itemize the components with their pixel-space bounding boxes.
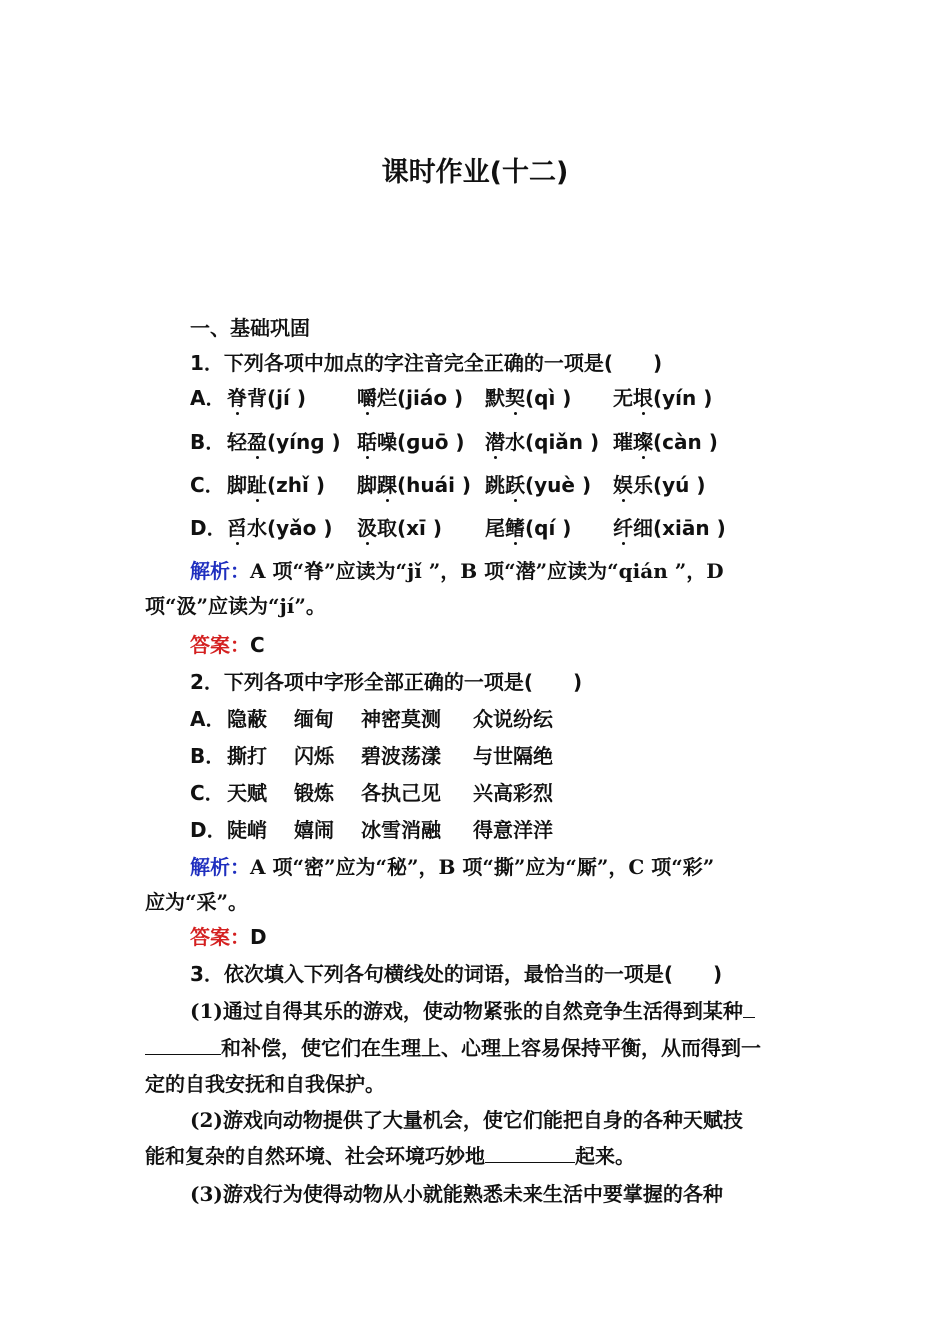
sentence-text: (1)通过自得其乐的游戏，使动物紧张的自然竞争生活得到某种 (190, 999, 743, 1023)
dotted-character: 跃 (505, 473, 525, 497)
option-label: D． (190, 516, 227, 540)
dotted-character: 契 (505, 386, 525, 410)
option-label: B． (190, 430, 226, 454)
dotted-character: 璨 (633, 430, 653, 454)
word-suffix: 乐(yú ) (633, 473, 706, 497)
word-prefix: 无 (613, 386, 633, 410)
word-suffix: (huái ) (397, 473, 472, 497)
dotted-character: 踝 (377, 473, 397, 497)
dotted-character: 聒 (357, 430, 377, 454)
option-label: B． (190, 744, 226, 768)
sentence-text: 能和复杂的自然环境、社会环境巧妙地 (145, 1144, 485, 1168)
option-word (485, 384, 571, 412)
word-suffix: 背(jí ) (247, 386, 306, 410)
dotted-character: 脊 (227, 386, 247, 410)
word-suffix: (yuè ) (525, 473, 592, 497)
word-suffix: (zhǐ ) (267, 473, 325, 497)
answer-value: C (250, 633, 265, 657)
word-prefix: 跳 (485, 473, 505, 497)
word-prefix: 脚 (227, 473, 247, 497)
dotted-character: 纤 (613, 516, 633, 540)
question-1-analysis-line-2: 项“汲”应读为“jí”。 (145, 594, 326, 618)
dotted-character: 鳍 (505, 516, 525, 540)
word-suffix: (càn ) (653, 430, 718, 454)
dotted-character: 嚼 (357, 386, 377, 410)
option-word (227, 428, 341, 456)
question-3-sentence-1-line-3: 定的自我安抚和自我保护。 (145, 1072, 385, 1096)
question-1-answer (190, 631, 810, 659)
word-prefix: 轻 (227, 430, 247, 454)
analysis-text: A 项“脊”应读为“jǐ ”，B 项“潜”应读为“qián ”，D (250, 559, 724, 583)
page-title: 课时作业(十二) (381, 157, 569, 188)
word-suffix: 烂(jiáo ) (377, 386, 464, 410)
word-prefix: 璀 (613, 430, 633, 454)
option-word (485, 471, 591, 499)
word-suffix: 取(xī ) (377, 516, 442, 540)
option-word: 兴高彩烈 (473, 781, 553, 805)
option-label: C． (190, 781, 225, 805)
answer-value: D (250, 925, 267, 949)
sentence-text: 和补偿，使它们在生理上、心理上容易保持平衡，从而得到一 (221, 1036, 761, 1060)
dotted-character: 汲 (357, 516, 377, 540)
analysis-label: 解析： (190, 855, 250, 879)
option-word: 闪烁 (294, 744, 334, 768)
option-word: 嬉闹 (294, 818, 334, 842)
word-suffix: (yín ) (653, 386, 713, 410)
option-label: C． (190, 473, 225, 497)
sentence-text: 起来。 (575, 1144, 635, 1168)
dotted-character: 潜 (485, 430, 505, 454)
fill-blank[interactable] (485, 1142, 575, 1163)
analysis-text: A 项“密”应为“秘”，B 项“撕”应为“厮”，C 项“彩” (250, 855, 715, 879)
option-word: 众说纷纭 (473, 707, 553, 731)
option-word (227, 514, 333, 542)
question-1-stem: 1．下列各项中加点的字注音完全正确的一项是( ) (190, 351, 663, 375)
question-3-sentence-1-line-1 (190, 997, 770, 1025)
option-label: A． (190, 386, 226, 410)
dotted-character: 舀 (227, 516, 247, 540)
section-heading: 一、基础巩固 (190, 316, 310, 340)
word-suffix: (qì ) (525, 386, 572, 410)
option-word (613, 471, 706, 499)
word-prefix: 脚 (357, 473, 377, 497)
word-suffix: (yínɡ ) (267, 430, 341, 454)
option-label: D． (190, 818, 227, 842)
fill-blank[interactable] (145, 1034, 221, 1055)
option-word: 神密莫测 (361, 707, 441, 731)
option-word: 与世隔绝 (473, 744, 553, 768)
option-word: 得意洋洋 (473, 818, 553, 842)
option-word (357, 384, 463, 412)
word-suffix: 水(qiǎn ) (505, 430, 600, 454)
option-word (613, 514, 726, 542)
answer-label: 答案： (190, 925, 250, 949)
option-word: 各执己见 (361, 781, 441, 805)
option-word (227, 384, 306, 412)
option-word (613, 428, 718, 456)
question-3-sentence-3-line-1: (3)游戏行为使得动物从小就能熟悉未来生活中要掌握的各种 (190, 1182, 723, 1206)
option-word: 冰雪消融 (361, 818, 441, 842)
option-word (357, 471, 471, 499)
dotted-character: 盈 (247, 430, 267, 454)
option-word: 锻炼 (294, 781, 334, 805)
question-3-sentence-2-line-2 (145, 1142, 807, 1170)
word-suffix: 细(xiān ) (633, 516, 726, 540)
question-2-analysis-line-1 (190, 853, 807, 881)
option-word (613, 384, 712, 412)
word-suffix: 水(yǎo ) (247, 516, 333, 540)
option-word: 天赋 (227, 781, 267, 805)
dotted-character: 垠 (633, 386, 653, 410)
question-2-answer (190, 923, 810, 951)
option-word (227, 471, 325, 499)
analysis-label: 解析： (190, 559, 250, 583)
option-word: 隐蔽 (227, 707, 267, 731)
question-2-analysis-line-2: 应为“采”。 (145, 890, 249, 914)
option-word: 陡峭 (227, 818, 267, 842)
question-3-stem: 3．依次填入下列各句横线处的词语，最恰当的一项是( ) (190, 962, 723, 986)
word-prefix: 默 (485, 386, 505, 410)
question-1-analysis-line-1 (190, 557, 807, 585)
dotted-character: 趾 (247, 473, 267, 497)
word-suffix: (qí ) (525, 516, 572, 540)
option-word (357, 514, 442, 542)
word-suffix: 噪(ɡuō ) (377, 430, 465, 454)
word-prefix: 尾 (485, 516, 505, 540)
option-word (485, 428, 599, 456)
question-3-sentence-2-line-1: (2)游戏向动物提供了大量机会，使它们能把自身的各种天赋技 (190, 1108, 743, 1132)
question-2-stem: 2．下列各项中字形全部正确的一项是( ) (190, 670, 583, 694)
question-3-sentence-1-line-2 (145, 1034, 807, 1062)
dotted-character: 娱 (613, 473, 633, 497)
option-word: 碧波荡漾 (361, 744, 441, 768)
fill-blank[interactable] (743, 997, 755, 1018)
option-word: 撕打 (227, 744, 267, 768)
option-word (485, 514, 571, 542)
option-word: 缅甸 (294, 707, 334, 731)
option-word (357, 428, 465, 456)
option-label: A． (190, 707, 226, 731)
answer-label: 答案： (190, 633, 250, 657)
